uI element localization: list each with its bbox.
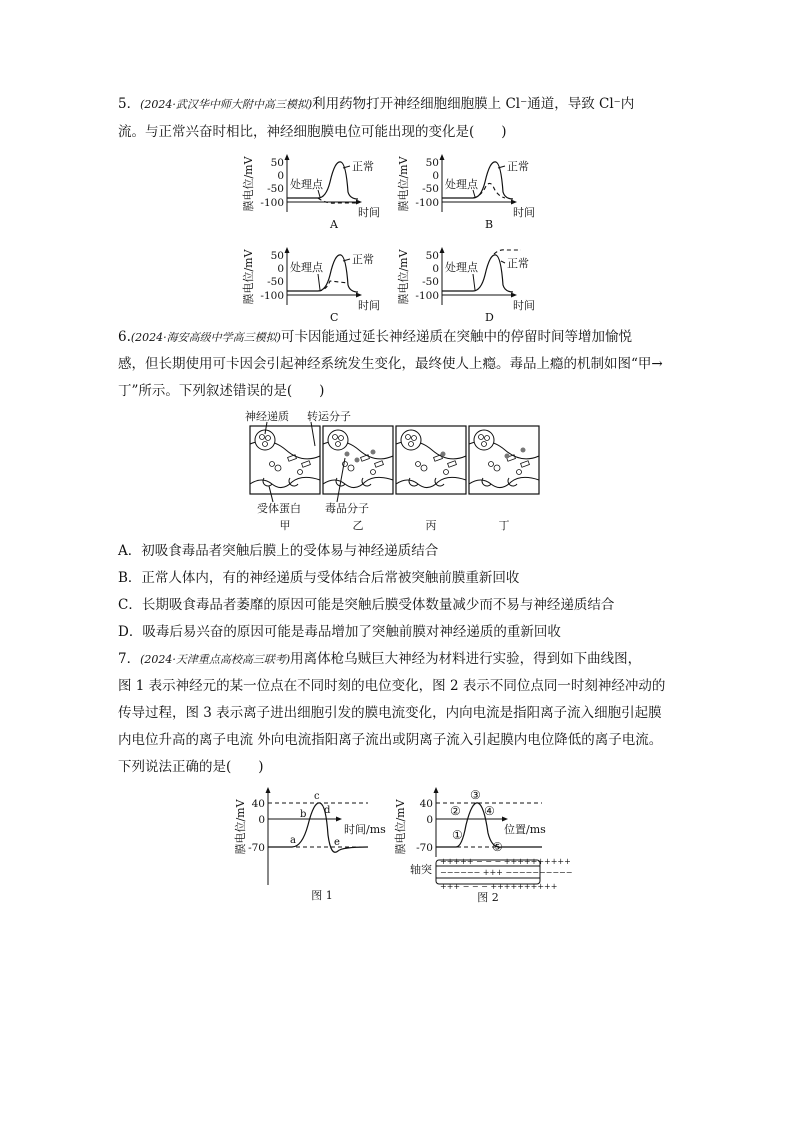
- y-axis-label: 膜电位/mV: [394, 799, 407, 855]
- tick-minus-50: -50: [422, 276, 439, 288]
- normal-label: 正常: [507, 160, 529, 173]
- q6-synapse-figure: [245, 406, 555, 530]
- x-axis-label: 时间: [358, 299, 380, 312]
- point-3: ③: [470, 788, 481, 802]
- svg-text:+++++ − − − ++++++++++: +++++ − − − ++++++++++: [440, 857, 571, 866]
- tick-minus-50: -50: [267, 276, 284, 288]
- q6-choice-a: A．初吸食毒品者突触后膜上的受体易与神经递质结合: [118, 543, 439, 559]
- q5-graph-a: [240, 152, 400, 232]
- tick-0: 0: [432, 170, 439, 182]
- q6-stem-1: 可卡因能通过延长神经递质在突触中的停留时间等增加愉悦: [280, 329, 632, 345]
- tick-40: 40: [251, 798, 265, 810]
- q7-line-2: 图 1 表示神经元的某一位点在不同时刻的电位变化，图 2 表示不同位点同一时刻神经冲动的: [118, 678, 666, 694]
- point-2: ②: [450, 804, 461, 818]
- point-4: ④: [484, 804, 495, 818]
- x-axis-label: 位置/ms: [504, 823, 546, 836]
- axon-label: 轴突: [410, 863, 432, 876]
- tick-minus-100: -100: [415, 290, 439, 302]
- svg-text:+++ − − − ++++++++++: +++ − − − ++++++++++: [440, 882, 558, 891]
- y-axis-label: 膜电位/mV: [397, 249, 410, 305]
- panel-ding: 丁: [498, 519, 510, 532]
- q7-number: 7．: [118, 651, 141, 667]
- panel-yi: 乙: [352, 519, 364, 532]
- y-axis-label: 膜电位/mV: [242, 249, 255, 305]
- q5-graph-b: [395, 152, 555, 232]
- q7-stem-1: 用离体枪乌贼巨大神经为材料进行实验，得到如下曲线图，: [290, 651, 642, 667]
- svg-text:−−−−−− +++ −−−−−−−−−−: −−−−−− +++ −−−−−−−−−−: [440, 868, 573, 877]
- q6-line-2: 感，但长期使用可卡因会引起神经系统发生变化，最终使人上瘾。毒品上瘾的机制如图“甲→: [118, 356, 663, 372]
- normal-label: 正常: [507, 257, 529, 270]
- q5-graph-d: [395, 245, 555, 325]
- figure-1-caption: 图 1: [311, 889, 333, 902]
- q7-source: (2024·天津重点高校高三联考): [140, 653, 291, 666]
- q6-choice-c: C．长期吸食毒品者萎靡的原因可能是突触后膜受体数量减少而不易与神经递质结合: [118, 597, 615, 613]
- treat-label: 处理点: [445, 261, 478, 274]
- q7-figure-1: [232, 785, 386, 905]
- treat-label: 处理点: [445, 178, 478, 191]
- tick-0: 0: [426, 814, 433, 826]
- tick-50: 50: [270, 250, 284, 262]
- label-drug: 毒品分子: [325, 502, 369, 515]
- tick-minus-50: -50: [422, 183, 439, 195]
- normal-label: 正常: [352, 160, 374, 173]
- q6-line-1: [118, 328, 632, 347]
- q7-figure-2: [392, 785, 573, 905]
- q5-source: (2024·武汉华中师大附中高三模拟): [140, 98, 313, 111]
- x-axis-label: 时间: [513, 299, 535, 312]
- q6-choice-b: B．正常人体内，有的神经递质与受体结合后常被突触前膜重新回收: [118, 570, 520, 586]
- point-b: b: [300, 809, 307, 820]
- q7-line-3: 传导过程，图 3 表示离子进出细胞引发的膜电流变化，内向电流是指阳离子流入细胞引起膜: [118, 705, 662, 721]
- q7-line-1: [118, 650, 641, 669]
- panel-bing: 丙: [425, 519, 437, 532]
- label-receptor: 受体蛋白: [257, 502, 301, 515]
- tick-0: 0: [432, 263, 439, 275]
- tick-minus-100: -100: [260, 290, 284, 302]
- tick-0: 0: [277, 263, 284, 275]
- point-e: e: [334, 837, 340, 848]
- q5-line-1: [118, 95, 634, 114]
- x-axis-label: 时间: [358, 206, 380, 219]
- point-a: a: [290, 835, 296, 846]
- q5-stem-1: 利用药物打开神经细胞细胞膜上 Cl⁻通道，导致 Cl⁻内: [312, 96, 635, 112]
- q6-line-3: 丁”所示。下列叙述错误的是( ): [118, 383, 325, 399]
- point-c: c: [314, 791, 320, 802]
- tick-minus-100: -100: [415, 197, 439, 209]
- normal-label: 正常: [352, 253, 374, 266]
- tick-0: 0: [258, 814, 265, 826]
- q6-number: 6.: [118, 329, 131, 345]
- tick-minus-70: -70: [416, 842, 433, 854]
- q5-graph-c: [240, 245, 400, 325]
- figure-2-caption: 图 2: [477, 891, 499, 904]
- q6-choice-d: D．吸毒后易兴奋的原因可能是毒品增加了突触前膜对神经递质的重新回收: [118, 624, 561, 640]
- treat-label: 处理点: [290, 178, 323, 191]
- panel-jia: 甲: [279, 519, 291, 532]
- point-5: ⑤: [492, 840, 503, 854]
- option-c: C: [330, 311, 339, 324]
- y-axis-label: 膜电位/mV: [234, 799, 247, 855]
- q7-line-4: 内电位升高的离子电流 外向电流指阳离子流出或阴离子流入引起膜内电位降低的离子电流。: [118, 732, 663, 748]
- label-neurotransmitter: 神经递质: [245, 410, 289, 423]
- tick-minus-70: -70: [248, 842, 265, 854]
- x-axis-label: 时间: [513, 206, 535, 219]
- option-d: D: [485, 311, 494, 324]
- q7-line-5: 下列说法正确的是( ): [118, 759, 264, 775]
- q6-source: (2024·海安高级中学高三模拟): [130, 331, 281, 344]
- tick-50: 50: [425, 157, 439, 169]
- tick-minus-50: -50: [267, 183, 284, 195]
- option-b: B: [485, 218, 494, 231]
- y-axis-label: 膜电位/mV: [397, 156, 410, 212]
- point-d: d: [324, 805, 331, 816]
- tick-40: 40: [419, 798, 433, 810]
- tick-50: 50: [270, 157, 284, 169]
- tick-0: 0: [277, 170, 284, 182]
- q5-line-2: 流。与正常兴奋时相比，神经细胞膜电位可能出现的变化是( ): [118, 124, 507, 140]
- tick-minus-100: -100: [260, 197, 284, 209]
- tick-50: 50: [425, 250, 439, 262]
- x-axis-label: 时间/ms: [344, 823, 386, 836]
- option-a: A: [330, 218, 338, 231]
- treat-label: 处理点: [290, 261, 323, 274]
- point-1: ①: [452, 828, 463, 842]
- q5-number: 5．: [118, 96, 141, 112]
- label-transporter: 转运分子: [307, 410, 351, 423]
- y-axis-label: 膜电位/mV: [242, 156, 255, 212]
